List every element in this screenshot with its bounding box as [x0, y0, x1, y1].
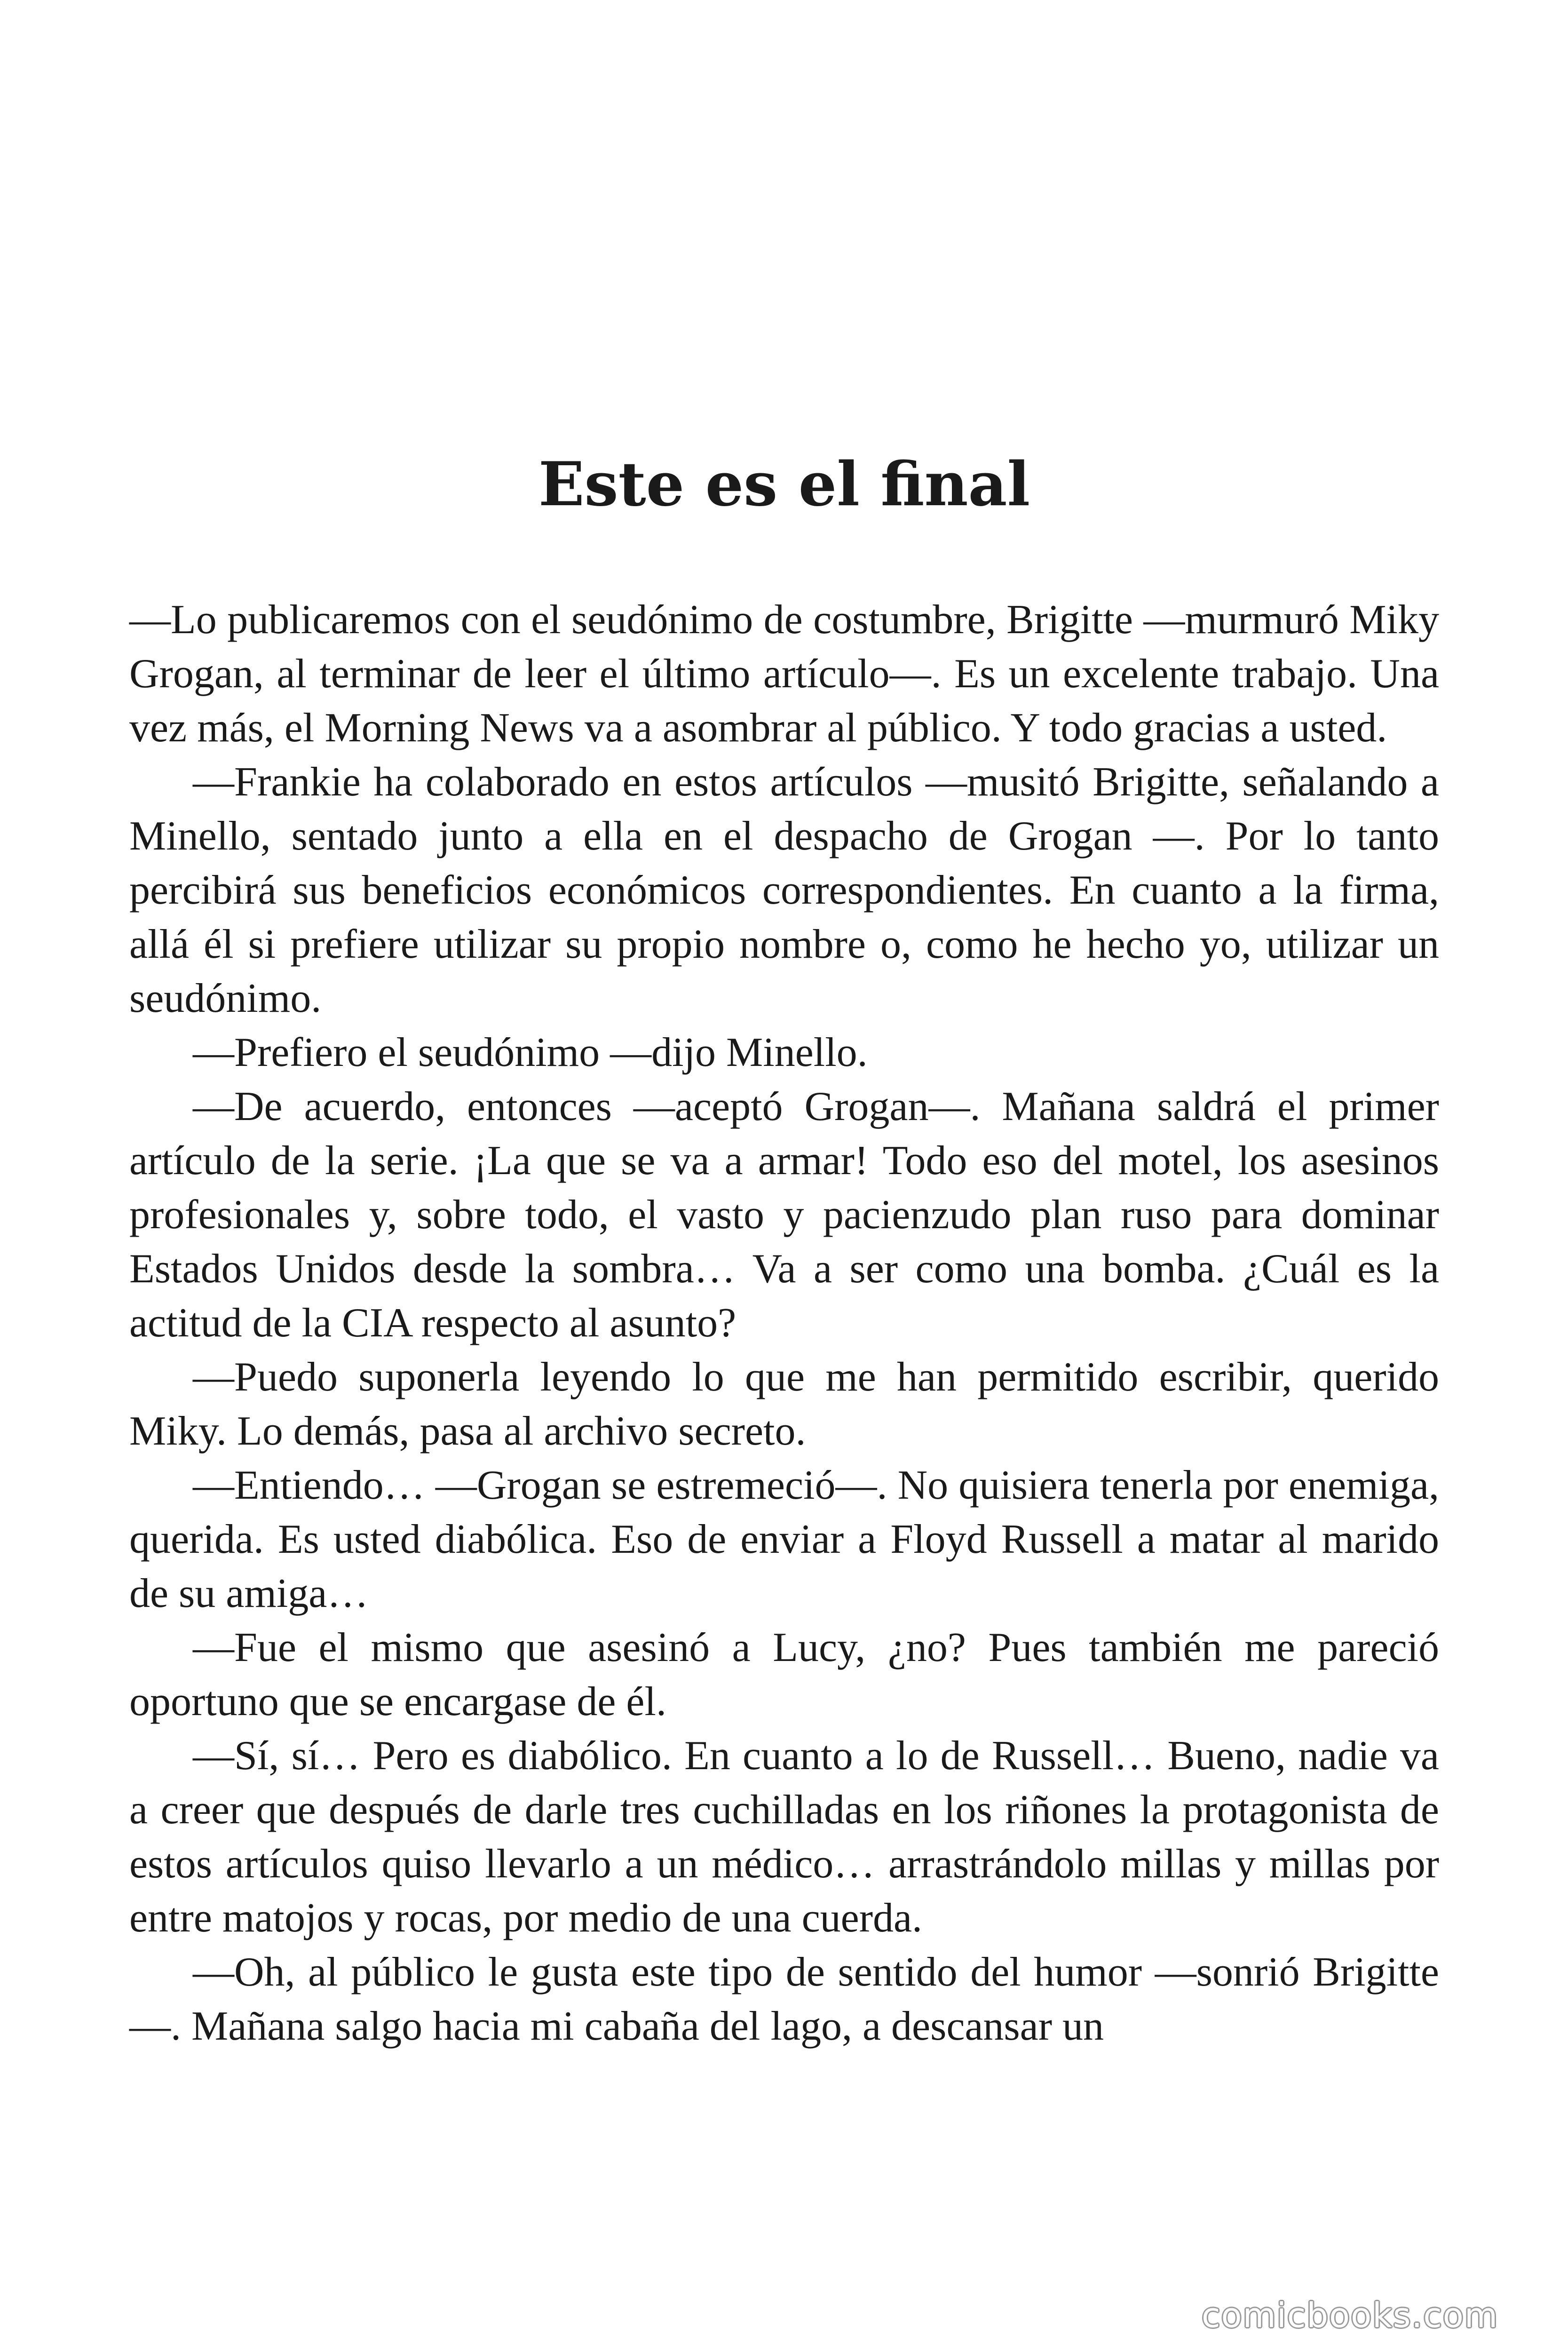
paragraph-2: —Frankie ha colaborado en estos artículos —musitó Brigitte, señalando a Minello, sentado junto a ella en el despacho de Grogan —. Por lo tanto percibirá sus beneficios económicos correspondientes. En cuanto a la firma, allá él si prefiere utilizar su propio nombre o, como he hecho yo, utilizar un seudónimo. — [129, 759, 1439, 1021]
book-page — [129, 0, 1439, 2352]
watermark: comicbooks.com — [1201, 2296, 1498, 2335]
paragraph-1: —Lo publicaremos con el seudónimo de costumbre, Brigitte —murmuró Miky Grogan, al terminar de leer el último artículo—. Es un excelente trabajo. Una vez más, el Morning News va a asombrar al público. Y todo gracias a usted. — [129, 597, 1439, 751]
paragraph-4: —De acuerdo, entonces —aceptó Grogan—. Mañana saldrá el primer artículo de la serie. ¡La que se va a armar! Todo eso del motel, los asesinos profesionales y, sobre todo, el vasto y pacienzudo plan ruso para dominar Estados Unidos desde la sombra… Va a ser como una bomba. ¿Cuál es la actitud de la CIA respecto al asunto? — [129, 1084, 1439, 1346]
paragraph-6: —Entiendo… —Grogan se estremeció—. No quisiera tenerla por enemiga, querida. Es usted diabólica. Eso de enviar a Floyd Russell a matar al marido de su amiga… — [129, 1462, 1439, 1616]
paragraph-5: —Puedo suponerla leyendo lo que me han permitido escribir, querido Miky. Lo demás, pasa al archivo secreto. — [129, 1354, 1439, 1454]
chapter-title: Este es el final — [538, 449, 1030, 520]
paragraph-8: —Sí, sí… Pero es diabólico. En cuanto a lo de Russell… Bueno, nadie va a creer que después de darle tres cuchilladas en los riñones la protagonista de estos artículos quiso llevarlo a un médico… arrastrándolo millas y millas por entre matojos y rocas, por medio de una cuerda. — [129, 1733, 1439, 1941]
chapter-body — [129, 593, 1439, 2053]
paragraph-3: —Prefiero el seudónimo —dijo Minello. — [193, 1030, 868, 1075]
paragraph-9: —Oh, al público le gusta este tipo de sentido del humor —sonrió Brigitte—. Mañana salgo hacia mi cabaña del lago, a descansar un — [129, 1949, 1439, 2049]
paragraph-7: —Fue el mismo que asesinó a Lucy, ¿no? Pues también me pareció oportuno que se encargase de él. — [129, 1625, 1439, 1724]
